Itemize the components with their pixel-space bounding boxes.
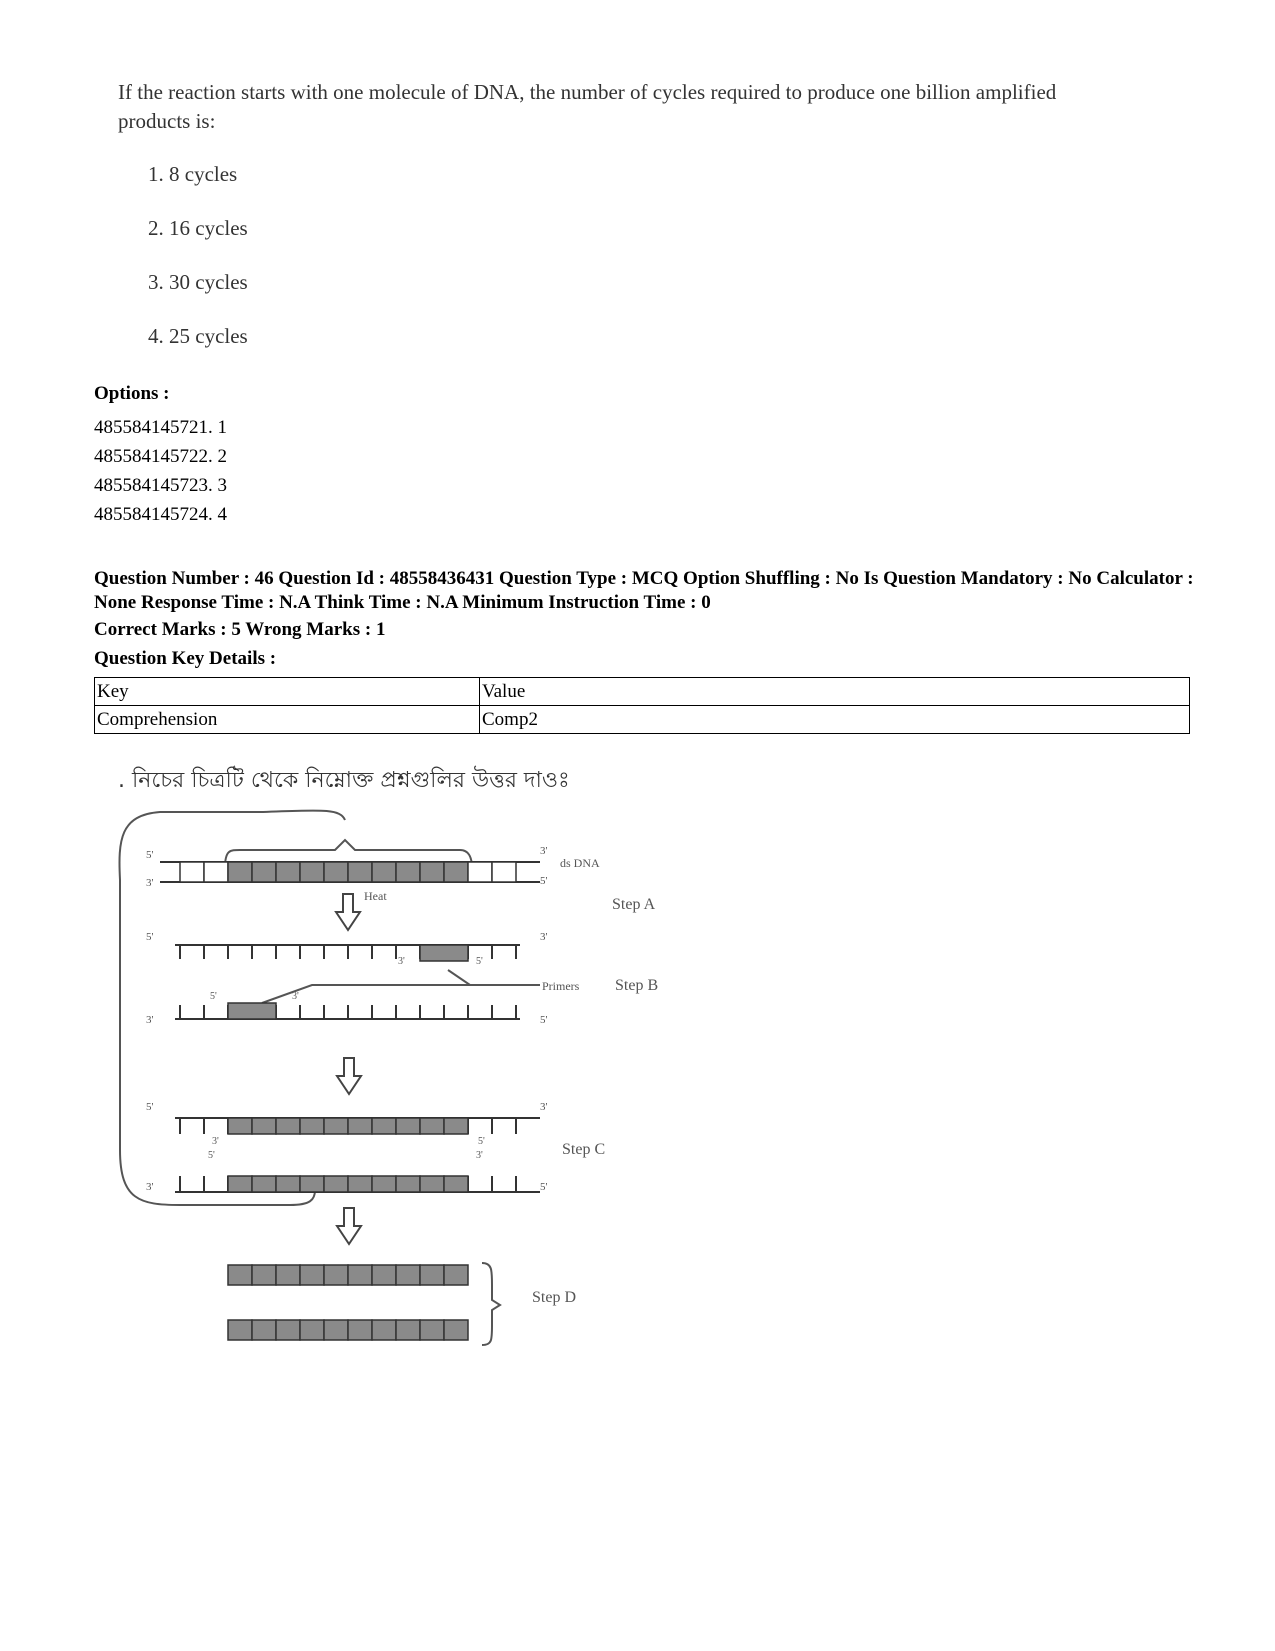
product-segment bbox=[276, 1265, 300, 1285]
end-label-5: 5' bbox=[540, 875, 548, 887]
extended-segment bbox=[228, 1118, 252, 1134]
end-label-3: 3' bbox=[398, 956, 405, 967]
product-segment bbox=[252, 1320, 276, 1340]
target-segment bbox=[372, 862, 396, 882]
table-header-key: Key bbox=[95, 678, 480, 706]
extended-segment bbox=[276, 1176, 300, 1192]
primer-segment bbox=[420, 945, 468, 961]
end-label-5: 5' bbox=[476, 956, 483, 967]
down-arrow-icon bbox=[337, 1058, 361, 1094]
extended-segment bbox=[396, 1176, 420, 1192]
flank-segment bbox=[492, 862, 516, 882]
extended-segment bbox=[396, 1118, 420, 1134]
product-segment bbox=[300, 1265, 324, 1285]
question-meta: Question Number : 46 Question Id : 48558436431 Question Type : MCQ Option Shuffling : No Is Question Mandatory : No Calculator : None Response Time : N.A Think Time : N.A Minimum Instruction Time : 0 bbox=[94, 568, 1194, 613]
extended-segment bbox=[348, 1118, 372, 1134]
end-label-5: 5' bbox=[540, 1181, 548, 1193]
product-segment bbox=[228, 1265, 252, 1285]
product-segment bbox=[228, 1320, 252, 1340]
table-cell-value: Comp2 bbox=[480, 706, 1190, 734]
choice-2: 2. 16 cycles bbox=[148, 216, 248, 240]
product-segment bbox=[348, 1320, 372, 1340]
extended-segment bbox=[372, 1176, 396, 1192]
question-marks: Correct Marks : 5 Wrong Marks : 1 bbox=[94, 619, 386, 640]
step-d-label: Step D bbox=[532, 1289, 576, 1306]
end-label-3: 3' bbox=[212, 1136, 219, 1147]
down-arrow-icon bbox=[337, 1208, 361, 1244]
end-label-3: 3' bbox=[146, 1181, 154, 1193]
extended-segment bbox=[300, 1176, 324, 1192]
extended-segment bbox=[228, 1176, 252, 1192]
primer-segment bbox=[228, 1003, 276, 1019]
flank-segment bbox=[180, 862, 204, 882]
product-segment bbox=[276, 1320, 300, 1340]
product-segment bbox=[324, 1265, 348, 1285]
target-segment bbox=[444, 862, 468, 882]
end-label-3: 3' bbox=[476, 1150, 483, 1161]
product-segment bbox=[420, 1320, 444, 1340]
product-segment bbox=[300, 1320, 324, 1340]
product-segment bbox=[348, 1265, 372, 1285]
extended-segment bbox=[252, 1176, 276, 1192]
end-label-5: 5' bbox=[478, 1136, 485, 1147]
extended-segment bbox=[348, 1176, 372, 1192]
extended-segment bbox=[324, 1176, 348, 1192]
flank-segment bbox=[204, 862, 228, 882]
product-segment bbox=[252, 1265, 276, 1285]
product-segment bbox=[420, 1265, 444, 1285]
choice-3: 3. 30 cycles bbox=[148, 270, 248, 294]
option-2: 485584145722. 2 bbox=[94, 446, 227, 467]
extended-segment bbox=[420, 1118, 444, 1134]
end-label-5: 5' bbox=[146, 849, 154, 861]
target-segment bbox=[252, 862, 276, 882]
target-segment bbox=[348, 862, 372, 882]
step-c-label: Step C bbox=[562, 1141, 606, 1158]
extended-segment bbox=[444, 1118, 468, 1134]
target-segment bbox=[276, 862, 300, 882]
extended-segment bbox=[300, 1118, 324, 1134]
option-3: 485584145723. 3 bbox=[94, 475, 227, 496]
end-label-3: 3' bbox=[540, 1101, 548, 1113]
option-1: 485584145721. 1 bbox=[94, 417, 227, 438]
product-segment bbox=[444, 1320, 468, 1340]
question-text: If the reaction starts with one molecule of DNA, the number of cycles required to produce one billion amplified products is: bbox=[118, 80, 1057, 133]
choice-1: 1. 8 cycles bbox=[148, 162, 238, 186]
heat-label: Heat bbox=[364, 889, 387, 903]
target-segment bbox=[420, 862, 444, 882]
extended-segment bbox=[276, 1118, 300, 1134]
product-segment bbox=[324, 1320, 348, 1340]
product-segment bbox=[372, 1320, 396, 1340]
step-a-label: Step A bbox=[612, 896, 656, 913]
product-segment bbox=[372, 1265, 396, 1285]
target-segment bbox=[396, 862, 420, 882]
ds-dna-label: ds DNA bbox=[560, 856, 600, 870]
end-label-5: 5' bbox=[146, 931, 154, 943]
heat-arrow-icon bbox=[336, 894, 360, 930]
end-label-3: 3' bbox=[540, 931, 548, 943]
comprehension-title: . নিচের চিত্রটি থেকে নিম্নোক্ত প্রশ্নগুলির উত্তর দাওঃ bbox=[118, 768, 570, 793]
extended-segment bbox=[420, 1176, 444, 1192]
flank-segment bbox=[468, 862, 492, 882]
end-label-5: 5' bbox=[210, 991, 217, 1002]
end-label-5: 5' bbox=[208, 1150, 215, 1161]
step-d-brace bbox=[482, 1263, 500, 1345]
extended-segment bbox=[372, 1118, 396, 1134]
target-segment bbox=[228, 862, 252, 882]
target-segment bbox=[300, 862, 324, 882]
extended-segment bbox=[252, 1118, 276, 1134]
extended-segment bbox=[444, 1176, 468, 1192]
primers-label: Primers bbox=[542, 979, 580, 993]
option-4: 485584145724. 4 bbox=[94, 504, 227, 525]
product-segment bbox=[444, 1265, 468, 1285]
end-label-3: 3' bbox=[292, 991, 299, 1002]
primer-pointer-2 bbox=[448, 970, 540, 985]
key-details-title: Question Key Details : bbox=[94, 648, 277, 669]
end-label-3: 3' bbox=[540, 845, 548, 857]
table-cell-key: Comprehension bbox=[95, 706, 480, 734]
product-segment bbox=[396, 1320, 420, 1340]
end-label-3: 3' bbox=[146, 1014, 154, 1026]
extended-segment bbox=[324, 1118, 348, 1134]
options-title: Options : bbox=[94, 383, 170, 404]
target-segment bbox=[324, 862, 348, 882]
end-label-5: 5' bbox=[540, 1014, 548, 1026]
end-label-3: 3' bbox=[146, 877, 154, 889]
choice-4: 4. 25 cycles bbox=[148, 324, 248, 348]
product-segment bbox=[396, 1265, 420, 1285]
step-b-label: Step B bbox=[615, 977, 659, 994]
table-header-value: Value bbox=[480, 678, 1190, 706]
primer-pointer bbox=[262, 985, 540, 1003]
end-label-5: 5' bbox=[146, 1101, 154, 1113]
